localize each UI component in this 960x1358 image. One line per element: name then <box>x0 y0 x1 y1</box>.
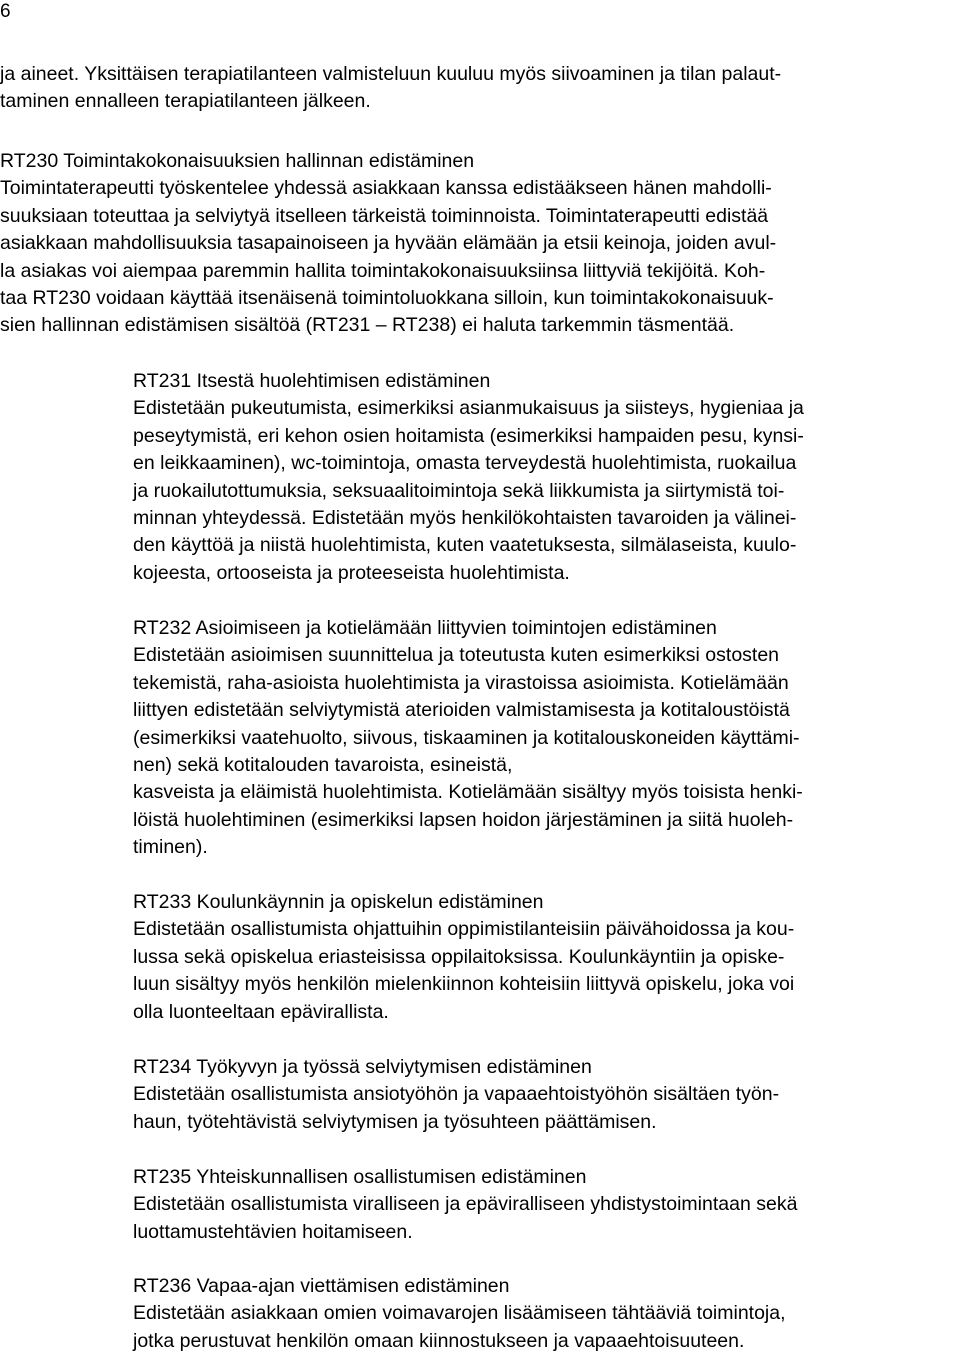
text-line: peseytymistä, eri kehon osien hoitamista (esimerkiksi hampaiden pesu, kynsi- <box>133 424 804 447</box>
text-line: (esimerkiksi vaatehuolto, siivous, tiskaaminen ja kotitalouskoneiden käyttämi- <box>133 726 800 749</box>
text-line: Edistetään osallistumista ohjattuihin oppimistilanteisiin päivähoidossa ja kou- <box>133 918 795 941</box>
section-heading: RT231 Itsestä huolehtimisen edistäminen <box>133 370 491 392</box>
text-line: Edistetään asioimisen suunnittelua ja toteutusta kuten esimerkiksi ostosten <box>133 644 780 667</box>
section-heading: RT232 Asioimiseen ja kotielämään liittyvien toimintojen edistäminen <box>133 617 717 639</box>
text-line: jotka perustuvat henkilön omaan kiinnostukseen ja vapaaehtoisuuteen. <box>133 1329 745 1352</box>
text-line: luottamustehtävien hoitamiseen. <box>133 1220 413 1243</box>
section-heading: RT230 Toimintakokonaisuuksien hallinnan edistäminen <box>0 150 475 172</box>
section-rt233 <box>133 889 794 1026</box>
text-line: ja aineet. Yksittäisen terapiatilanteen valmisteluun kuuluu myös siivoaminen ja tilan palaut- <box>0 63 782 85</box>
text-line: den käyttöä ja niistä huolehtimista, kuten vaatetuksesta, silmälaseista, kuulo- <box>133 534 797 557</box>
text-line: kojeesta, ortooseista ja proteeseista huolehtimista. <box>133 561 570 584</box>
text-line: nen) sekä kotitalouden tavaroista, esineistä, <box>133 754 513 777</box>
section-rt232 <box>133 615 803 862</box>
text-line: la asiakas voi aiempaa paremmin hallita toimintakokonaisuuksiinsa liittyviä tekijöitä. Koh- <box>0 259 766 282</box>
text-line: timinen). <box>133 836 208 859</box>
text-line: löistä huolehtiminen (esimerkiksi lapsen hoidon järjestäminen ja siitä huoleh- <box>133 808 794 831</box>
text-line: Toimintaterapeutti työskentelee yhdessä asiakkaan kanssa edistääkseen hänen mahdolli- <box>0 177 772 200</box>
text-line: liittyen edistetään selviytymistä aterioiden valmistamisesta ja kotitaloustöistä <box>133 699 790 722</box>
text-line: ja ruokailutottumuksia, seksuaalitoimintoja sekä liikkumista ja siirtymistä toi- <box>133 479 785 502</box>
section-rt234 <box>133 1054 779 1136</box>
section-rt236 <box>133 1273 786 1355</box>
section-heading: RT234 Työkyvyn ja työssä selviytymisen edistäminen <box>133 1056 592 1078</box>
text-line: Edistetään asiakkaan omien voimavarojen lisäämiseen tähtääviä toimintoja, <box>133 1302 786 1325</box>
text-line: sien hallinnan edistämisen sisältöä (RT231 – RT238) ei haluta tarkemmin täsmentää. <box>0 314 735 337</box>
text-line: asiakkaan mahdollisuuksia tasapainoiseen ja hyvään elämään ja etsii keinoja, joiden avul- <box>0 232 777 255</box>
section-rt231 <box>133 368 804 587</box>
text-line: haun, työtehtävistä selviytymisen ja työsuhteen päättämisen. <box>133 1110 657 1133</box>
text-line: kasveista ja eläimistä huolehtimista. Kotielämään sisältyy myös toisista henki- <box>133 781 803 804</box>
text-line: suuksiaan toteuttaa ja selviytyä itselleen tärkeistä toiminnoista. Toimintaterapeutti edistää <box>0 204 769 227</box>
section-heading: RT235 Yhteiskunnallisen osallistumisen edistäminen <box>133 1166 587 1188</box>
text-line: taminen ennalleen terapiatilanteen jälkeen. <box>0 90 371 113</box>
text-line: tekemistä, raha-asioista huolehtimista ja virastoissa asioimista. Kotielämään <box>133 671 789 694</box>
intro-paragraph <box>0 61 781 116</box>
text-line: Edistetään pukeutumista, esimerkiksi asianmukaisuus ja siisteys, hygieniaa ja <box>133 397 804 420</box>
text-line: lussa sekä opiskelua eriasteisissa oppilaitoksissa. Koulunkäyntiin ja opiske- <box>133 945 785 968</box>
text-line: Edistetään osallistumista viralliseen ja epäviralliseen yhdistystoimintaan sekä <box>133 1193 798 1216</box>
text-line: minnan yhteydessä. Edistetään myös henkilökohtaisten tavaroiden ja välinei- <box>133 507 797 530</box>
text-line: Edistetään osallistumista ansiotyöhön ja vapaaehtoistyöhön sisältäen työn- <box>133 1083 780 1106</box>
section-rt235 <box>133 1164 797 1246</box>
section-heading: RT233 Koulunkäynnin ja opiskelun edistäminen <box>133 891 544 913</box>
text-line: olla luonteeltaan epävirallista. <box>133 1000 389 1023</box>
text-line: taa RT230 voidaan käyttää itsenäisenä toimintoluokkana silloin, kun toimintakokonaisuuk- <box>0 287 774 310</box>
section-rt230 <box>0 148 776 340</box>
text-line: en leikkaaminen), wc-toimintoja, omasta terveydestä huolehtimista, ruokailua <box>133 452 797 475</box>
text-line: luun sisältyy myös henkilön mielenkiinnon kohteisiin liittyvä opiskelu, joka voi <box>133 973 795 996</box>
page-number: 6 <box>0 1 11 22</box>
section-heading: RT236 Vapaa-ajan viettämisen edistäminen <box>133 1275 510 1297</box>
